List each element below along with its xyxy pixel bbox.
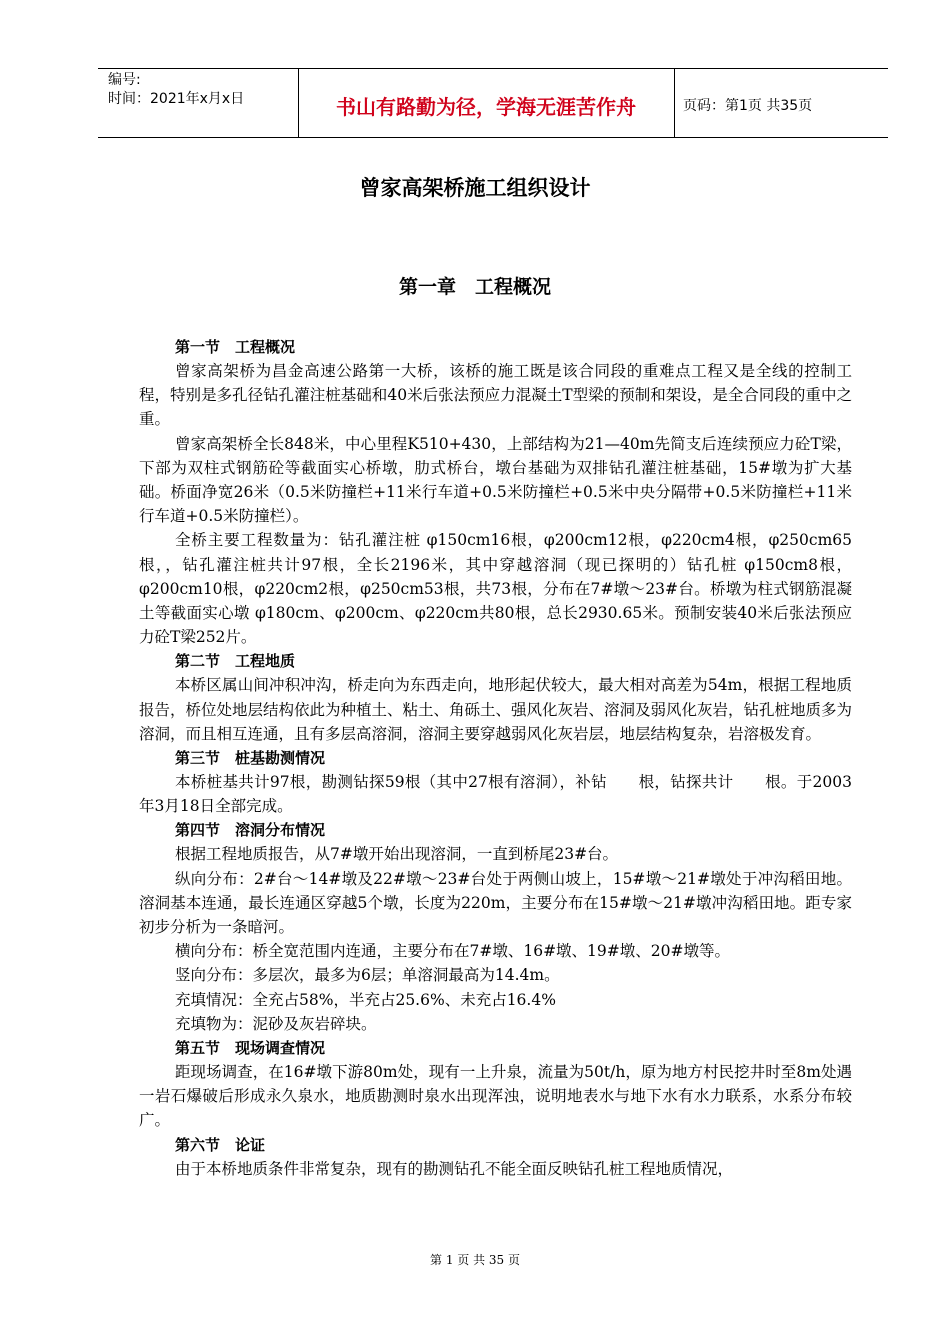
page-footer: 第 1 页 共 35 页 (430, 1253, 520, 1267)
section-heading: 第四节 溶洞分布情况 (175, 821, 326, 840)
section-1 (139, 335, 852, 649)
paragraph: 曾家高架桥全长848米，中心里程K510+430，上部结构为21—40m先简支后连续预应力砼T梁，下部为双柱式钢筋砼等截面实心桥墩，肋式桥台，墩台基础为双排钻孔灌注桩基础，15#墩为扩大基础。桥面净宽26米（0.5米防撞栏+11米行车道+0.5米防撞栏+0.5米中央分隔带+0.5米防撞栏+11米行车道+0.5米防撞栏）。 (139, 434, 852, 526)
section-heading: 第一节 工程概况 (175, 338, 296, 356)
section-heading: 第三节 桩基勘测情况 (175, 749, 326, 768)
header-divider (674, 69, 675, 137)
paragraph: 根据工程地质报告，从7#墩开始出现溶洞，一直到桥尾23#台。 (175, 845, 619, 864)
section-heading: 第五节 现场调查情况 (175, 1039, 326, 1058)
document-title: 曾家高架桥施工组织设计 (359, 176, 591, 200)
document-time: 时间：2021年x月x日 (108, 91, 245, 107)
document-number-label: 编号: (108, 72, 141, 88)
header-page-info: 页码：第1页 共35页 (683, 98, 813, 114)
paragraph: 充填情况：全充占58%，半充占25.6%、未充占16.4% (175, 990, 556, 1009)
paragraph: 充填物为：泥砂及灰岩碎块。 (175, 1014, 377, 1033)
page-header (98, 68, 888, 138)
section-heading: 第六节 论证 (175, 1135, 266, 1154)
paragraph: 横向分布：桥全宽范围内连通，主要分布在7#墩、16#墩、19#墩、20#墩等。 (175, 942, 730, 961)
header-motto: 书山有路勤为径，学海无涯苦作舟 (336, 95, 636, 119)
section-3 (139, 746, 852, 818)
paragraph: 本桥区属山间冲积冲沟，桥走向为东西走向，地形起伏较大，最大相对高差为54m，根据工程地质报告，桥位处地层结构依此为种植土、粘土、角砾土、强风化灰岩、溶洞及弱风化灰岩，钻孔桩地质多为溶洞，而且相互连通，且有多层高溶洞，溶洞主要穿越弱风化灰岩层，地层结构复杂，岩溶极发育。 (139, 676, 853, 743)
header-meta (108, 71, 244, 109)
chapter-heading: 第一章 工程概况 (398, 276, 551, 298)
paragraph: 竖向分布：多层次，最多为6层；单溶洞最高为14.4m。 (175, 966, 560, 985)
section-4 (139, 818, 852, 1036)
paragraph: 曾家高架桥为昌金高速公路第一大桥，该桥的施工既是该合同段的重难点工程又是全线的控制工程，特别是多孔径钻孔灌注桩基础和40米后张法预应力混凝土T型梁的预制和架设，是全合同段的重中之重。 (139, 362, 852, 429)
section-heading: 第二节 工程地质 (175, 652, 296, 671)
paragraph: 全桥主要工程数量为：钻孔灌注桩 φ150cm16根，φ200cm12根，φ220cm4根，φ250cm65根，，钻孔灌注桩共计97根，全长2196米，其中穿越溶洞（现已探明的）钻孔桩 φ150cm8根，φ200cm10根，φ220cm2根，φ250cm53根，共73根，分布在7#墩～23#台。桥墩为柱式钢筋混凝土等截面实心墩 φ180cm、φ200cm、φ220cm共80根，总长2930.65米。预制安装40米后张法预应力砼T梁252片。 (139, 531, 852, 647)
paragraph: 距现场调查，在16#墩下游80m处，现有一上升泉，流量为50t/h，原为地方村民挖井时至8m处遇一岩石爆破后形成永久泉水，地质勘测时泉水出现浑浊，说明地表水与地下水有水力联系，水系分布较广。 (139, 1063, 852, 1130)
document-body (139, 335, 852, 1181)
section-2 (139, 649, 852, 746)
section-6 (139, 1133, 852, 1181)
section-5 (139, 1036, 852, 1133)
paragraph: 由于本桥地质条件非常复杂，现有的勘测钻孔不能全面反映钻孔桩工程地质情况， (175, 1159, 734, 1178)
paragraph: 纵向分布：2#台～14#墩及22#墩～23#台处于两侧山坡上，15#墩～21#墩处于冲沟稻田地。溶洞基本连通，最长连通区穿越5个墩，长度为220m，主要分布在15#墩～21#墩冲沟稻田地。距专家初步分析为一条暗河。 (139, 869, 852, 937)
paragraph: 本桥桩基共计97根，勘测钻探59根（其中27根有溶洞），补钻 根，钻探共计 根。于2003年3月18日全部完成。 (139, 773, 852, 816)
